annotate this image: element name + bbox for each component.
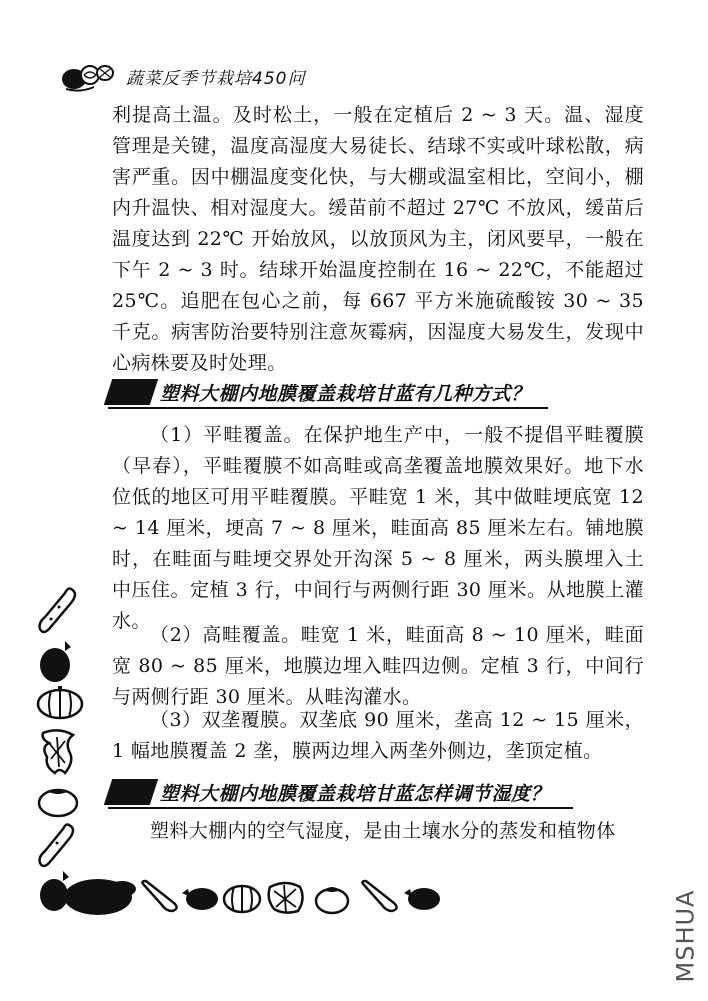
bottom-vegetable-band xyxy=(62,873,462,923)
watermark-text: MSHUA xyxy=(671,889,700,983)
heading-marker-block xyxy=(104,379,158,405)
cabbage-icon xyxy=(269,883,303,913)
tomato-icon xyxy=(316,887,348,913)
vegetable-cluster-logo-icon xyxy=(60,59,116,93)
section-heading-film-methods xyxy=(108,375,548,409)
heading-underline xyxy=(108,807,573,809)
section-heading-humidity xyxy=(108,775,573,809)
cucumber-icon xyxy=(35,821,81,871)
eggplant-icon xyxy=(35,637,81,685)
cucumber-icon xyxy=(362,881,396,911)
heading-underline xyxy=(108,407,548,409)
eggplant-icon xyxy=(404,888,440,910)
cucumber-icon xyxy=(142,881,176,911)
running-header-title: 蔬菜反季节栽培450问 xyxy=(126,68,306,89)
paragraph-temperature-management: 利提高土温。及时松土，一般在定植后 2 ~ 3 天。温、湿度管理是关键，温度高湿度大易徒长、结球不实或叶球松散，病害严重。因中棚温度变化快，与大棚或温室相比，空间小，棚内升温快、相对湿度大。缓苗前不超过 27℃ 不放风，缓苗后温度达到 22℃ 开始放风，以放顶风为主，闭风要早，一般在下午 2 ~ 3 时。结球开始温度控制在 16 ~ 22℃，不能超过 25℃。追肥在包心之前，每 667 平方米施硫酸铵 30 ~ 35 千克。病害防治要特别注意灰霉病，因湿度大易发生，发现中心病株要及时处理。 xyxy=(112,104,644,374)
pumpkin-icon xyxy=(224,886,260,912)
pumpkin-icon xyxy=(35,685,85,721)
paragraph-air-humidity: 塑料大棚内的空气湿度，是由土壤水分的蒸发和植物体 xyxy=(150,820,616,842)
blot-icon xyxy=(64,879,136,915)
watermark xyxy=(670,880,700,992)
eggplant-icon xyxy=(182,888,218,910)
cabbage-icon xyxy=(35,727,81,779)
paragraph-double-ridge-covering: （3）双垄覆膜。双垄底 90 厘米，垄高 12 ~ 15 厘米，1 幅地膜覆盖 2 垄，膜两边埋入两垄外侧边，垄顶定植。 xyxy=(112,709,644,762)
paragraph-high-bed-covering: （2）高畦覆盖。畦宽 1 米，畦面高 8 ~ 10 厘米，畦面宽 80 ~ 85 厘米，地膜边埋入畦四边侧。定植 3 行，中间行与两侧行距 30 厘米。从畦沟灌水。 xyxy=(112,624,644,708)
cucumber-icon xyxy=(35,585,81,637)
paragraph-flat-bed-covering: （1）平畦覆盖。在保护地生产中，一般不提倡平畦覆膜（早春），平畦覆膜不如高畦或高垄覆盖地膜效果好。地下水位低的地区可用平畦覆膜。平畦宽 1 米，其中做畦埂底宽 12 ~ 14 厘米，埂高 7 ~ 8 厘米，畦面高 85 厘米左右。铺地膜时，在畦面与畦埂交界处开沟深 5 ~ 8 厘米，两头膜埋入土中压住。定植 3 行，中间行与两侧行距 30 厘米。从地膜上灌水。 xyxy=(112,424,644,632)
heading-text: 塑料大棚内地膜覆盖栽培甘蓝有几种方式？ xyxy=(160,382,531,405)
heading-marker-block xyxy=(104,779,158,805)
tomato-icon xyxy=(35,783,81,819)
page-header xyxy=(60,58,305,94)
heading-text: 塑料大棚内地膜覆盖栽培甘蓝怎样调节湿度？ xyxy=(160,782,551,805)
